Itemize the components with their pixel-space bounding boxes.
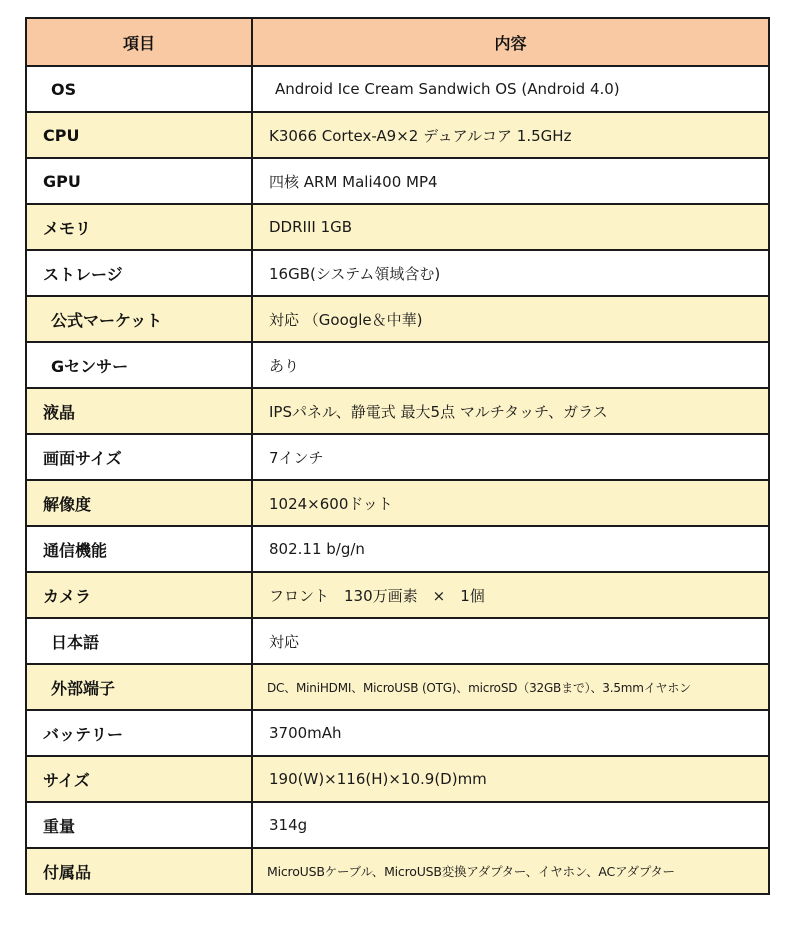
- table-row-weight: [26, 802, 769, 848]
- row-value: フロント 130万画素 × 1個: [252, 572, 769, 618]
- table-row-screen-size: [26, 434, 769, 480]
- row-value: 四核 ARM Mali400 MP4: [252, 158, 769, 204]
- row-label: 重量: [26, 802, 252, 848]
- row-label: 通信機能: [26, 526, 252, 572]
- table-row-ports: [26, 664, 769, 710]
- table-row-market: [26, 296, 769, 342]
- row-label: 外部端子: [26, 664, 252, 710]
- row-value: 802.11 b/g/n: [252, 526, 769, 572]
- row-value: MicroUSBケーブル、MicroUSB変換アダプター、イヤホン、ACアダプター: [252, 848, 769, 894]
- spec-table: [25, 17, 770, 895]
- header-content: 内容: [252, 18, 769, 66]
- row-value: DDRIII 1GB: [252, 204, 769, 250]
- row-value: 3700mAh: [252, 710, 769, 756]
- row-value: 314g: [252, 802, 769, 848]
- table-row-memory: [26, 204, 769, 250]
- table-row-resolution: [26, 480, 769, 526]
- row-value: あり: [252, 342, 769, 388]
- row-label: バッテリー: [26, 710, 252, 756]
- row-label: CPU: [26, 112, 252, 158]
- table-row-japanese: [26, 618, 769, 664]
- table-row-storage: [26, 250, 769, 296]
- row-label: 画面サイズ: [26, 434, 252, 480]
- row-label: OS: [26, 66, 252, 112]
- table-row-camera: [26, 572, 769, 618]
- row-label: 解像度: [26, 480, 252, 526]
- row-value: K3066 Cortex-A9×2 デュアルコア 1.5GHz: [252, 112, 769, 158]
- row-value: DC、MiniHDMI、MicroUSB (OTG)、microSD（32GBまで）、3.5mmイヤホン: [252, 664, 769, 710]
- table-row-cpu: [26, 112, 769, 158]
- table-row-battery: [26, 710, 769, 756]
- table-header-row: [26, 18, 769, 66]
- row-label: カメラ: [26, 572, 252, 618]
- row-label: GPU: [26, 158, 252, 204]
- row-value: 190(W)×116(H)×10.9(D)mm: [252, 756, 769, 802]
- row-value: 7インチ: [252, 434, 769, 480]
- header-item: 項目: [26, 18, 252, 66]
- row-value: 16GB(システム領域含む): [252, 250, 769, 296]
- row-label: Gセンサー: [26, 342, 252, 388]
- row-value: 対応: [252, 618, 769, 664]
- table-row-gsensor: [26, 342, 769, 388]
- row-label: ストレージ: [26, 250, 252, 296]
- row-label: 公式マーケット: [26, 296, 252, 342]
- table-row-size: [26, 756, 769, 802]
- table-row-os: [26, 66, 769, 112]
- row-value: IPSパネル、静電式 最大5点 マルチタッチ、ガラス: [252, 388, 769, 434]
- row-label: 日本語: [26, 618, 252, 664]
- table-row-gpu: [26, 158, 769, 204]
- table-row-accessories: [26, 848, 769, 894]
- table-row-display: [26, 388, 769, 434]
- row-value: 1024×600ドット: [252, 480, 769, 526]
- row-value: 対応 （Google＆中華): [252, 296, 769, 342]
- row-label: 液晶: [26, 388, 252, 434]
- row-label: サイズ: [26, 756, 252, 802]
- row-value: Android Ice Cream Sandwich OS (Android 4.0): [252, 66, 769, 112]
- table-row-network: [26, 526, 769, 572]
- row-label: メモリ: [26, 204, 252, 250]
- row-label: 付属品: [26, 848, 252, 894]
